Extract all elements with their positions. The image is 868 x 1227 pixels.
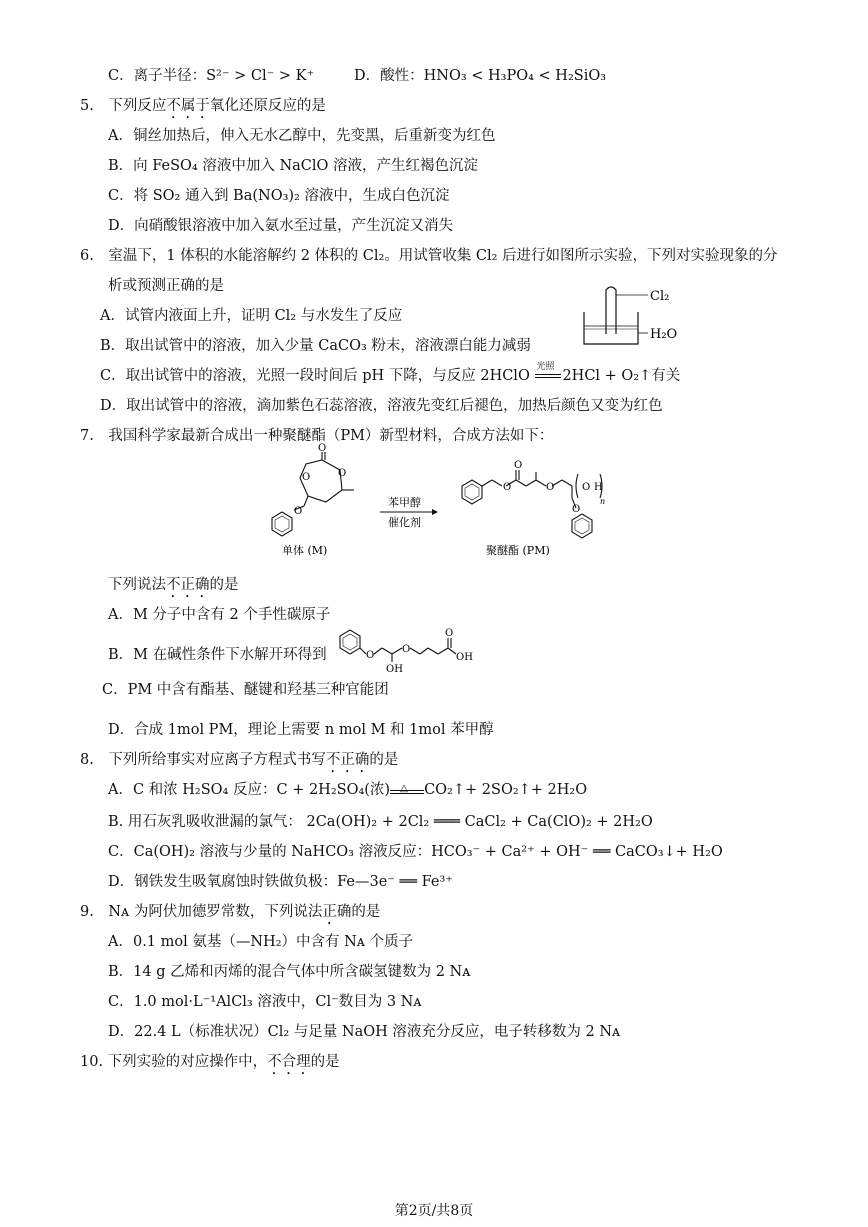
reagent-label: 苯甲醇 [388, 496, 421, 509]
photolysis-arrow: 光照 [534, 366, 562, 386]
q5-option-a: A．铜丝加热后，伸入无水乙醇中，先变黑，后重新变为红色 [108, 128, 496, 144]
product-o-2: O [402, 644, 411, 655]
emphasis-incorrect: 不正确 [325, 752, 370, 768]
q9-option-b: B．14 g 乙烯和丙烯的混合气体中所含碳氢键数为 2 Nᴀ [108, 964, 471, 980]
product-oh-1: OH [386, 664, 403, 675]
q7-option-c: C．PM 中含有酯基、醚键和羟基三种官能团 [102, 682, 389, 698]
q7-option-d: D．合成 1mol PM，理论上需要 n mol M 和 1mol 苯甲醇 [108, 722, 494, 738]
pendant-o: O [572, 504, 581, 515]
test-tube [606, 287, 616, 334]
emphasis-incorrect: 不正确 [166, 577, 210, 593]
product-oh-2: OH [456, 652, 473, 663]
question-9-stem: 9. Nᴀ 为阿伏加德罗常数，下列说法正确的是 [80, 904, 381, 920]
terminal-h: H [594, 482, 603, 493]
question-10-stem: 10. 下列实验的对应操作中，不合理的是 [80, 1054, 340, 1070]
q4-option-c: C．离子半径：S²⁻ > Cl⁻ > K⁺ [108, 68, 315, 84]
water-label: H₂O [650, 327, 678, 342]
question-6-stem: 6. 室温下，1 体积的水能溶解约 2 体积的 Cl₂。用试管收集 Cl₂ 后进行如图所示实验，下列对实验现象的分 [80, 248, 778, 264]
question-5-stem: 5. 下列反应不属于氧化还原反应的是 [80, 98, 326, 114]
q6-option-a: A．试管内液面上升，证明 Cl₂ 与水发生了反应 [100, 308, 403, 324]
catalyst-label: 催化剂 [388, 516, 421, 529]
q5-option-b: B．向 FeSO₄ 溶液中加入 NaClO 溶液，产生红褐色沉淀 [108, 158, 479, 174]
product-bonds [340, 630, 456, 662]
q4-option-d: D．酸性：HNO₃ < H₃PO₄ < H₂SiO₃ [354, 68, 607, 84]
ester-o: O [503, 482, 512, 493]
question-8-stem: 8. 下列所给事实对应离子方程式书写不正确的是 [80, 752, 399, 768]
monomer-label: 单体 (M) [282, 544, 328, 557]
q6-option-d: D．取出试管中的溶液，滴加紫色石蕊溶液，溶液先变红后褪色，加热后颜色又变为红色 [100, 398, 663, 414]
q5-option-d: D．向硝酸银溶液中加入氨水至过量，产生沉淀又消失 [108, 218, 454, 234]
question-6-stem-cont: 析或预测正确的是 [108, 278, 224, 294]
polymer-carbonyl-o: O [514, 460, 523, 471]
emphasis-not-belong: 不属于 [166, 98, 210, 114]
ring-o-1: O [302, 472, 311, 483]
repeat-n: n [600, 497, 606, 506]
product-o-1: O [366, 650, 375, 661]
terminal-o: O [582, 482, 591, 493]
ether-o: O [294, 506, 303, 517]
q9-option-d: D．22.4 L（标准状况）Cl₂ 与足量 NaOH 溶液充分反应，电子转移数为 2 Nᴀ [108, 1024, 621, 1040]
gas-label: Cl₂ [650, 289, 670, 304]
page-footer: 第2页/共8页 [394, 1203, 474, 1219]
beaker [584, 312, 638, 344]
q9-option-a: A．0.1 mol 氨基（—NH₂）中含有 Nᴀ 个质子 [108, 934, 414, 950]
emphasis-correct: 正 [322, 904, 337, 920]
polymer-ether-o: O [546, 482, 555, 493]
polymer-structure [462, 470, 602, 538]
q8-option-a: A．C 和浓 H₂SO₄ 反应：C + 2H₂SO₄(浓) △ CO₂↑+ 2SO₂↑+ 2H₂O [108, 782, 588, 798]
q6-option-c: C．取出试管中的溶液，光照一段时间后 pH 下降，与反应 2HClO 光照 2HCl + O₂↑有关 [100, 362, 681, 384]
emphasis-unreasonable: 不合理 [267, 1054, 311, 1070]
q6-option-b: B．取出试管中的溶液，加入少量 CaCO₃ 粉末，溶液漂白能力减弱 [100, 338, 531, 354]
q8-option-b: B. 用石灰乳吸收泄漏的氯气： 2Ca(OH)₂ + 2Cl₂ ═══ CaCl₂ + Ca(ClO)₂ + 2H₂O [108, 814, 653, 830]
monomer-structure [272, 452, 354, 536]
q8-option-c: C．Ca(OH)₂ 溶液与少量的 NaHCO₃ 溶液反应：HCO₃⁻ + Ca²⁺ + OH⁻ ══ CaCO₃↓+ H₂O [108, 844, 723, 860]
polymer-label: 聚醚酯 (PM) [486, 544, 550, 557]
q5-option-c: C．将 SO₂ 通入到 Ba(NO₃)₂ 溶液中，生成白色沉淀 [108, 188, 450, 204]
q7-option-a: A．M 分子中含有 2 个手性碳原子 [108, 607, 331, 623]
product-o-3: O [445, 628, 454, 639]
heating-arrow: △ [390, 783, 424, 797]
hydrolysis-product-figure [334, 620, 484, 676]
question-7-prompt: 下列说法不正确的是 [108, 577, 239, 593]
q9-option-c: C．1.0 mol·L⁻¹AlCl₃ 溶液中，Cl⁻数目为 3 Nᴀ [108, 994, 422, 1010]
test-tube-apparatus-figure [580, 282, 690, 352]
ring-o-2: O [338, 468, 347, 479]
question-7-stem: 7. 我国科学家最新合成出一种聚醚酯（PM）新型材料，合成方法如下： [80, 428, 554, 444]
synthesis-scheme-figure [260, 443, 640, 562]
carbonyl-o: O [318, 443, 327, 454]
arrow-head [432, 509, 438, 515]
q8-option-d: D．钢铁发生吸氧腐蚀时铁做负极：Fe—3e⁻ ══ Fe³⁺ [108, 874, 453, 890]
q7-option-b: B．M 在碱性条件下水解开环得到 [108, 647, 327, 663]
